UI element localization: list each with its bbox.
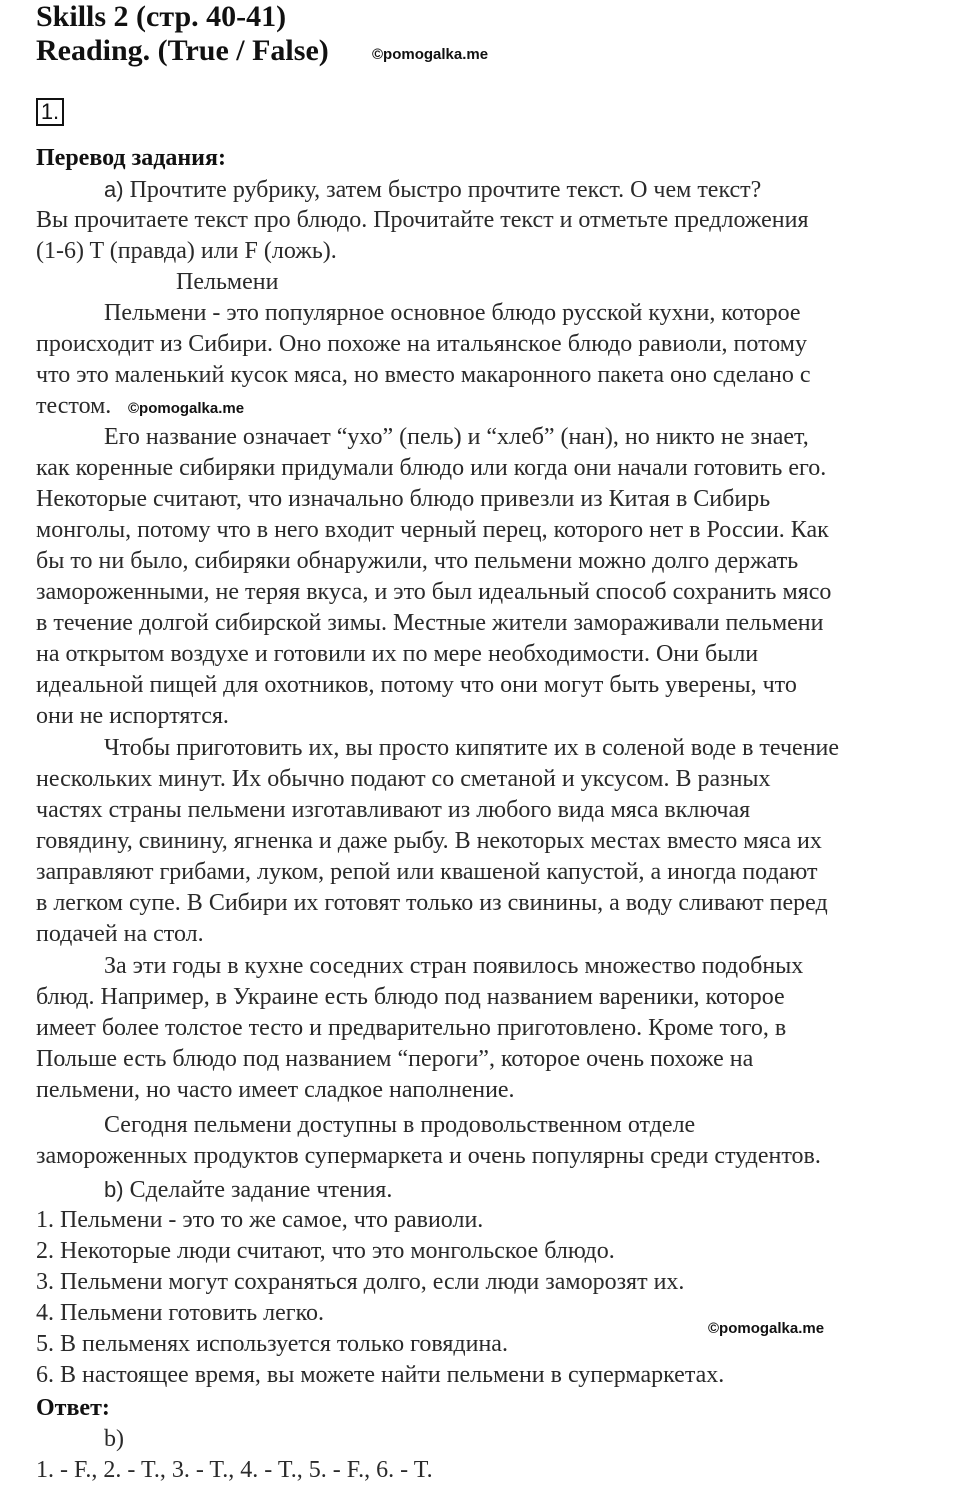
text-title: Пельмени <box>176 269 279 295</box>
task-line: Вы прочитаете текст про блюдо. Прочитайте текст и отметьте предложения <box>36 207 809 233</box>
statement: 4. Пельмени готовить легко. <box>36 1300 325 1326</box>
answer-b-label: b) <box>104 1426 124 1452</box>
watermark: ©pomogalka.me <box>372 46 489 63</box>
paragraph-line: Польше есть блюдо под названием “пероги”, которое очень похоже на <box>36 1046 754 1072</box>
paragraph-line: замороженных продуктов супермаркета и очень популярны среди студентов. <box>36 1143 821 1169</box>
task-b-label: b) <box>104 1177 124 1202</box>
task-b-text: Сделайте задание чтения. <box>123 1177 393 1203</box>
paragraph-line: говядину, свинину, ягненка и даже рыбу. В некоторых местах вместо мяса их <box>36 828 822 854</box>
paragraph-line: пельмени, но часто имеет сладкое наполнение. <box>36 1077 515 1103</box>
paragraph-line: в течение долгой сибирской зимы. Местные жители замораживали пельмени <box>36 610 824 636</box>
paragraph-line: нескольких минут. Их обычно подают со сметаной и уксусом. В разных <box>36 766 771 792</box>
watermark: ©pomogalka.me <box>708 1320 825 1337</box>
answer-text: 1. - F., 2. - T., 3. - T., 4. - T., 5. - F., 6. - T. <box>36 1457 433 1483</box>
paragraph-line: как коренные сибиряки придумали блюдо или когда они начали готовить его. <box>36 455 827 481</box>
paragraph-line: За эти годы в кухне соседних стран появилось множество подобных <box>104 953 804 979</box>
paragraph-line: Его название означает “ухо” (пель) и “хлеб” (нан), но никто не знает, <box>104 424 809 450</box>
paragraph-line: заправляют грибами, луком, репой или квашеной капустой, а иногда подают <box>36 859 818 885</box>
paragraph-line: на открытом воздухе и готовили их по мере необходимости. Они были <box>36 641 759 667</box>
statement: 1. Пельмени - это то же самое, что равиоли. <box>36 1207 484 1233</box>
paragraph-line: замороженными, не теряя вкуса, и это был идеальный способ сохранить мясо <box>36 579 832 605</box>
page-subtitle: Reading. (True / False) <box>36 34 329 67</box>
paragraph-line: монголы, потому что в него входит черный перец, которого нет в России. Как <box>36 517 829 543</box>
paragraph-line: происходит из Сибири. Оно похоже на итальянское блюдо равиоли, потому <box>36 331 807 357</box>
task-a-line <box>104 174 761 206</box>
paragraph-line: Пельмени - это популярное основное блюдо русской кухни, которое <box>104 300 801 326</box>
paragraph-line: блюд. Например, в Украине есть блюдо под названием вареники, которое <box>36 984 785 1010</box>
exercise-number-box: 1. <box>36 98 64 126</box>
task-heading: Перевод задания: <box>36 145 226 171</box>
task-line: (1-6) T (правда) или F (ложь). <box>36 238 337 264</box>
paragraph-line: Сегодня пельмени доступны в продовольственном отделе <box>104 1112 696 1138</box>
paragraph-line: частях страны пельмени изготавливают из любого вида мяса включая <box>36 797 751 823</box>
paragraph-line: бы то ни было, сибиряки обнаружили, что пельмени можно долго держать <box>36 548 799 574</box>
answer-heading: Ответ: <box>36 1395 110 1421</box>
statement: 3. Пельмени могут сохраняться долго, если люди заморозят их. <box>36 1269 685 1295</box>
paragraph-line: Чтобы приготовить их, вы просто кипятите их в соленой воде в течение <box>104 735 840 761</box>
task-b-line <box>104 1174 392 1206</box>
paragraph-line: подачей на стол. <box>36 921 204 947</box>
statement: 2. Некоторые люди считают, что это монгольское блюдо. <box>36 1238 615 1264</box>
paragraph-line: они не испортятся. <box>36 703 229 729</box>
page-title: Skills 2 (стр. 40-41) <box>36 0 287 33</box>
task-a-text: Прочтите рубрику, затем быстро прочтите текст. О чем текст? <box>123 177 762 203</box>
paragraph-line: идеальной пищей для охотников, потому что они могут быть уверены, что <box>36 672 797 698</box>
paragraph-line: Некоторые считают, что изначально блюдо привезли из Китая в Сибирь <box>36 486 771 512</box>
watermark: ©pomogalka.me <box>128 400 245 417</box>
paragraph-line: тестом. <box>36 393 112 419</box>
paragraph-line: что это маленький кусок мяса, но вместо макаронного пакета оно сделано с <box>36 362 811 388</box>
paragraph-line: в легком супе. В Сибири их готовят только из свинины, а воду сливают перед <box>36 890 828 916</box>
paragraph-line: имеет более толстое тесто и предварительно приготовлено. Кроме того, в <box>36 1015 787 1041</box>
task-a-label: a) <box>104 177 124 202</box>
statement: 5. В пельменях используется только говядина. <box>36 1331 508 1357</box>
statement: 6. В настоящее время, вы можете найти пельмени в супермаркетах. <box>36 1362 725 1388</box>
